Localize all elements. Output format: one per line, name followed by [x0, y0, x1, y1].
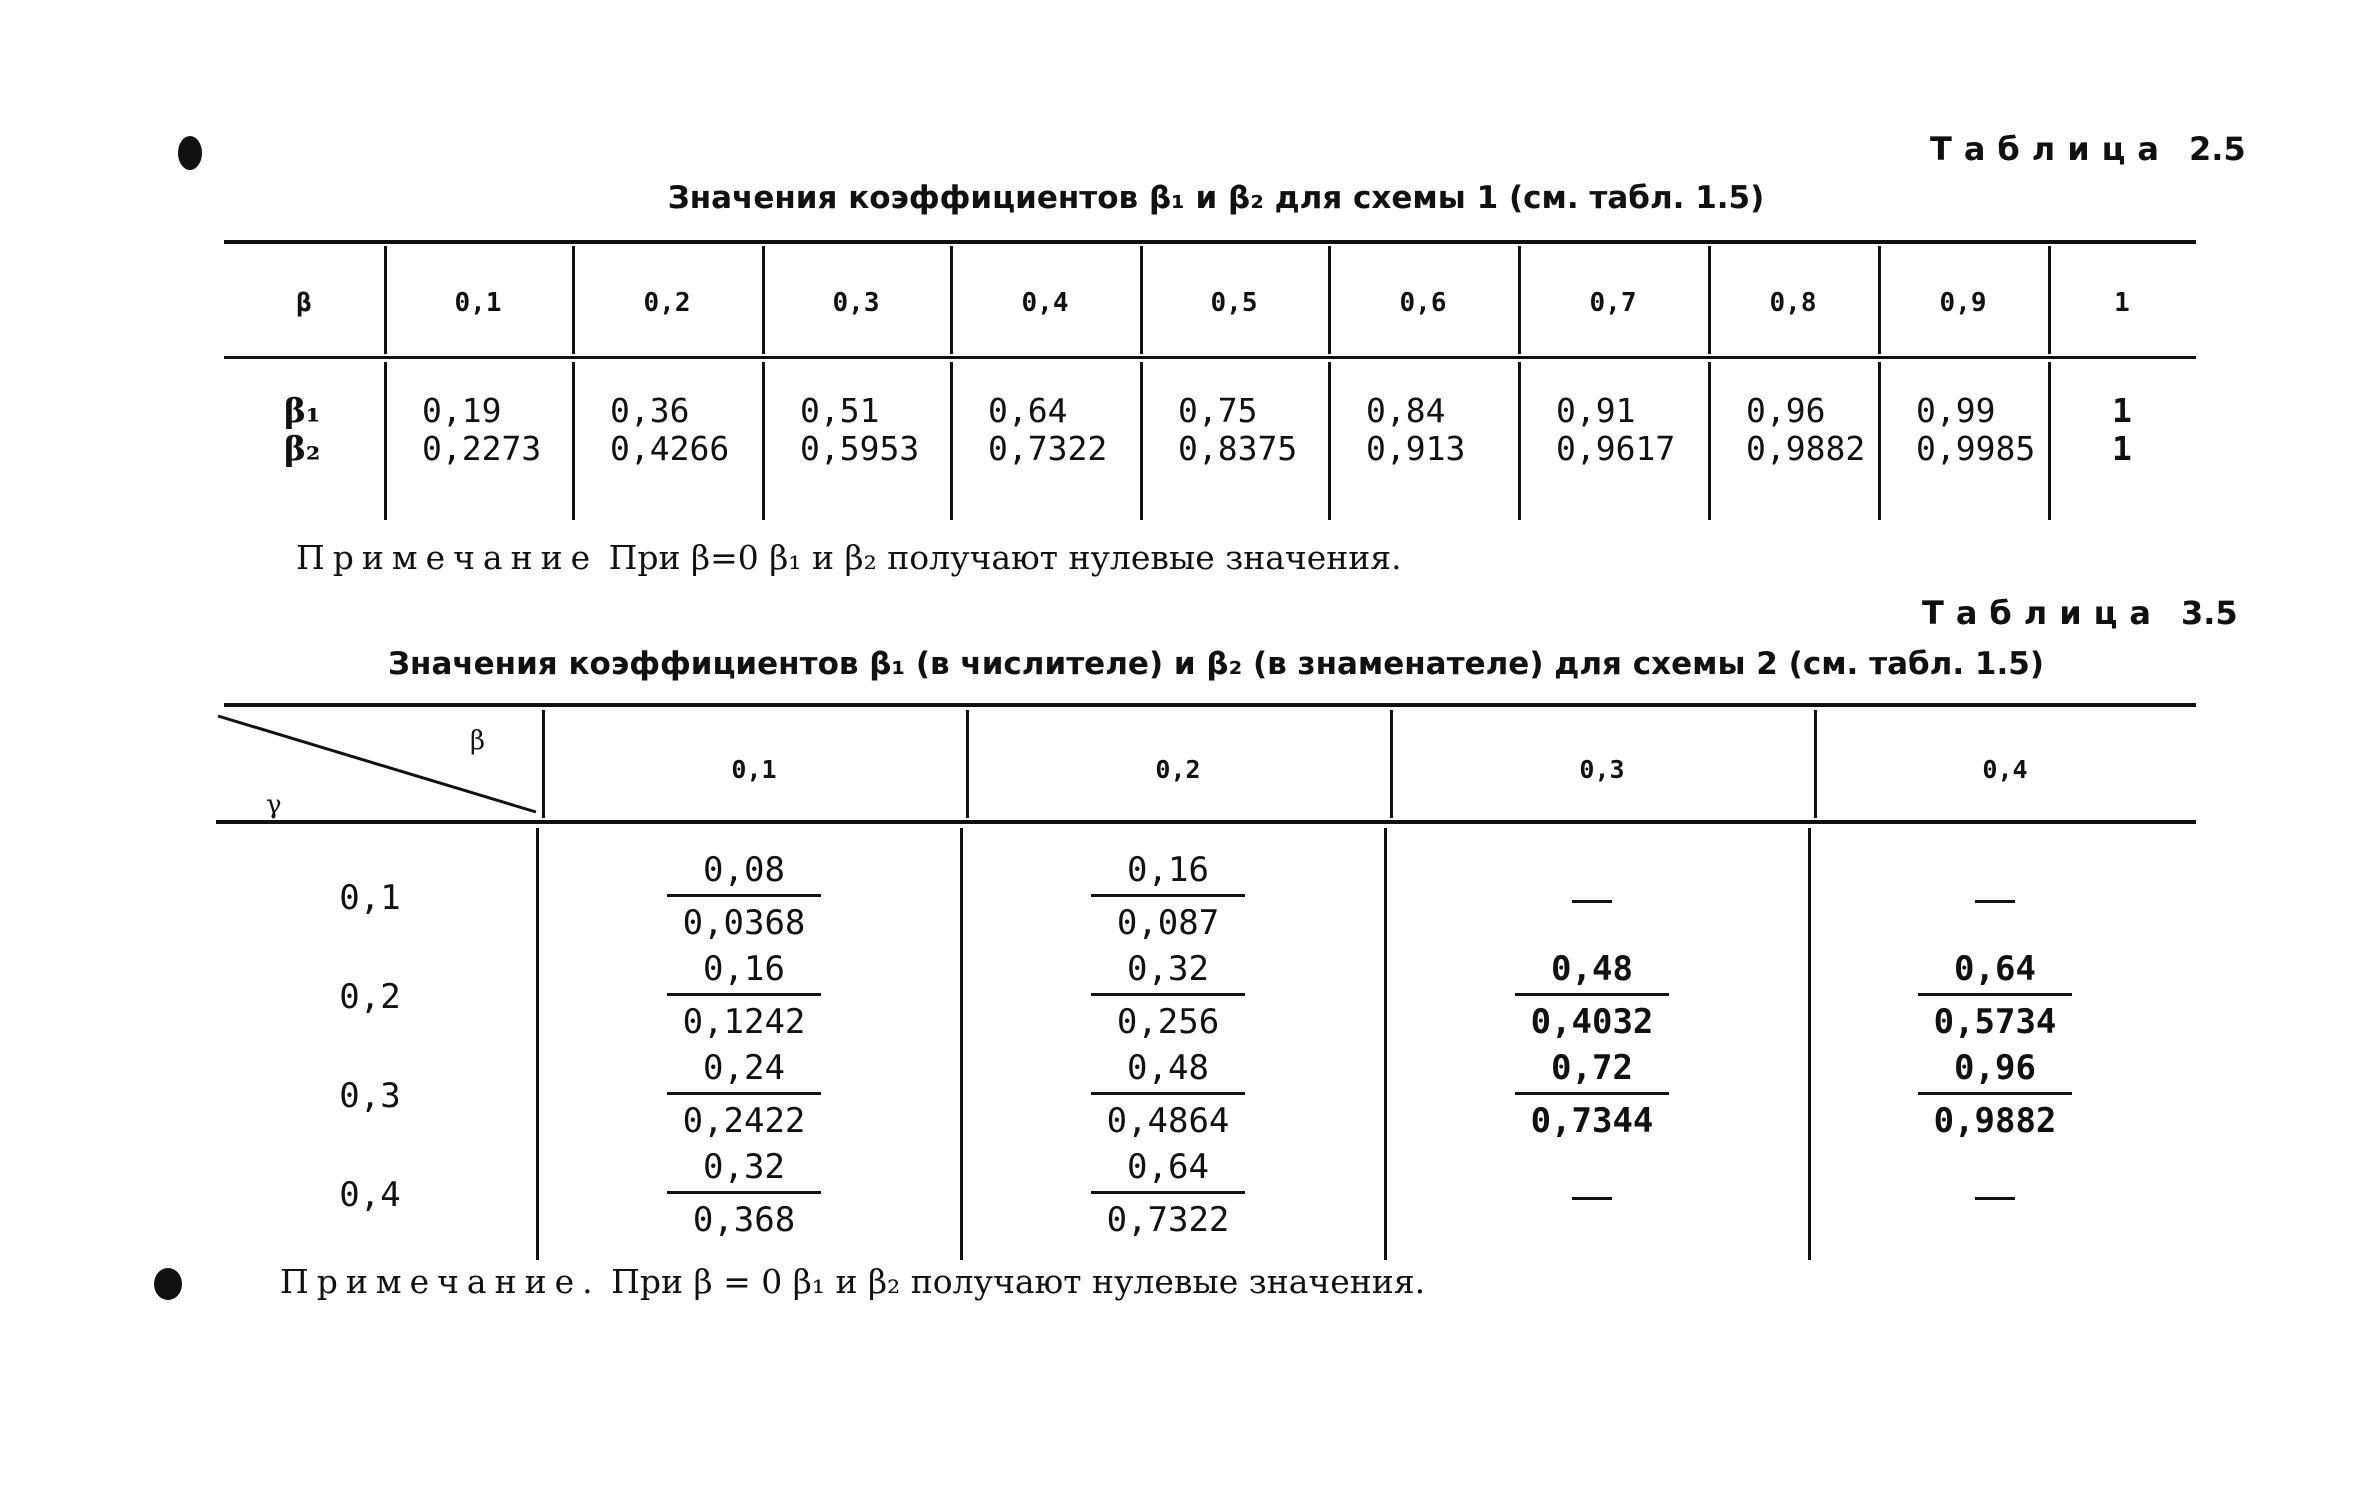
table2-col-rule [960, 828, 963, 1260]
table2-empty-dash [1572, 1197, 1612, 1200]
table1-beta2-value: 0,913 [1366, 429, 1466, 468]
table2-note-word: Примечание. [280, 1262, 601, 1301]
table1-beta2-value: 0,5953 [800, 429, 920, 468]
table1-caption: Значения коэффициентов β₁ и β₂ для схемы 1 (см. табл. 1.5) [667, 180, 1765, 216]
table2-numerator: 0,48 [1127, 1048, 1209, 1088]
table2-label [1922, 594, 2238, 632]
table2-fraction-cell [659, 947, 829, 1044]
table2-fraction-cell [1910, 947, 2080, 1044]
table2-denominator: 0,2422 [682, 1101, 806, 1141]
table2-denominator: 0,087 [1116, 903, 1220, 943]
table1-label [1930, 130, 2246, 168]
table2-numerator: 0,64 [1127, 1147, 1209, 1187]
table2-fraction-cell [1083, 1046, 1253, 1143]
table1-col-header: 0,2 [643, 288, 691, 318]
table1-beta2-value: 0,9617 [1556, 429, 1676, 468]
table2-denominator: 0,4032 [1530, 1002, 1654, 1042]
table1-beta2-value: 0,8375 [1178, 429, 1298, 468]
table2-denominator: 0,7322 [1106, 1200, 1230, 1240]
table1-col-header: 0,6 [1399, 288, 1447, 318]
table2-gamma-label: 0,2 [339, 977, 401, 1017]
table2-numerator: 0,16 [703, 949, 785, 989]
table1-col-rule [572, 362, 575, 520]
table2-numerator: 0,32 [1127, 949, 1209, 989]
table1-note [296, 538, 1402, 577]
table2-numerator: 0,32 [703, 1147, 785, 1187]
table2-denominator: 0,1242 [682, 1002, 806, 1042]
table2-label-word: Таблица [1922, 594, 2163, 632]
table2-corner-beta: β [470, 726, 486, 756]
table2-corner-gamma: γ [266, 790, 282, 820]
table2-label-number: 3.5 [2180, 594, 2238, 632]
table1-col-header: 0,1 [454, 288, 502, 318]
table1-beta2-value: 0,4266 [610, 429, 730, 468]
table2-fraction-cell [1507, 1046, 1677, 1143]
table2-denominator: 0,256 [1116, 1002, 1220, 1042]
table1-col-rule [1140, 362, 1143, 520]
ink-blot-top [178, 136, 202, 170]
table1-beta1-value: 0,19 [422, 391, 502, 430]
table2-col-header: 0,2 [1155, 755, 1201, 784]
table1-beta2-value: 0,9882 [1746, 429, 1866, 468]
table2-denominator: 0,5734 [1933, 1002, 2057, 1042]
table2-numerator: 0,08 [703, 850, 785, 890]
table1-col-header: 0,3 [832, 288, 880, 318]
table1-col-header: 0,9 [1939, 288, 1987, 318]
table2-top-rule [224, 703, 2196, 707]
table2-fraction-cell [1507, 947, 1677, 1044]
table2-fraction-cell [659, 848, 829, 945]
table2-empty-dash [1572, 900, 1612, 903]
table2-col-header: 0,4 [1982, 755, 2028, 784]
table2-denominator: 0,9882 [1933, 1101, 2057, 1141]
table1-beta1-value: 0,91 [1556, 391, 1636, 430]
table2-col-rule [1808, 828, 1811, 1260]
table2-fraction-bar [1091, 993, 1245, 996]
table1-row-label: β₂ [284, 429, 321, 468]
table2-fraction-bar [1091, 1191, 1245, 1194]
table1-col-header: 0,8 [1769, 288, 1817, 318]
table2-fraction-cell [659, 1145, 829, 1242]
table2-numerator: 0,16 [1127, 850, 1209, 890]
table1-top-rule [224, 240, 2196, 244]
table2-denominator: 0,0368 [682, 903, 806, 943]
table2-gamma-label: 0,4 [339, 1175, 401, 1215]
table1-label-word: Таблица [1930, 130, 2171, 168]
table2-numerator: 0,72 [1551, 1048, 1633, 1088]
table2-fraction-cell [1083, 848, 1253, 945]
table1-beta2-value: 0,7322 [988, 429, 1108, 468]
table2-note-text: При β = 0 β₁ и β₂ получают нулевые значения. [611, 1262, 1426, 1301]
table2-col-rule [1384, 828, 1387, 1260]
table1-col-rule [1328, 362, 1331, 520]
table2-gamma-label: 0,1 [339, 878, 401, 918]
table1-col-rule [1878, 362, 1881, 520]
table1-beta1-value: 0,64 [988, 391, 1068, 430]
table2-fraction-bar [1918, 993, 2072, 996]
table1-col-header: 0,4 [1021, 288, 1069, 318]
table2-fraction-bar [667, 993, 821, 996]
table2-fraction-bar [1091, 1092, 1245, 1095]
table1-beta1-value: 0,96 [1746, 391, 1826, 430]
table2-gamma-label: 0,3 [339, 1076, 401, 1116]
table2-caption: Значения коэффициентов β₁ (в числителе) и β₂ (в знаменателе) для схемы 2 (см. табл. 1.5) [388, 646, 2044, 682]
table1-col-rule [762, 362, 765, 520]
table2-col-header: 0,3 [1579, 755, 1625, 784]
table2-col-rule [536, 828, 539, 1260]
table2-denominator: 0,4864 [1106, 1101, 1230, 1141]
table1-col-header: 0,7 [1589, 288, 1637, 318]
table2-fraction-bar [1091, 894, 1245, 897]
table1-beta1-value: 1 [2112, 391, 2132, 430]
table1-note-word: Примечание [296, 538, 599, 577]
table1-col-rule [950, 362, 953, 520]
table2-fraction-cell [659, 1046, 829, 1143]
table1-col-header: 1 [2114, 288, 2130, 318]
table2-denominator: 0,368 [692, 1200, 796, 1240]
table2-fraction-bar [1515, 1092, 1669, 1095]
table1-beta1-value: 0,36 [610, 391, 690, 430]
table2-empty-dash [1975, 1197, 2015, 1200]
table2-empty-dash [1975, 900, 2015, 903]
table1-header-beta: β [296, 288, 312, 318]
table2-numerator: 0,96 [1954, 1048, 2036, 1088]
table1-beta2-value: 0,9985 [1916, 429, 2036, 468]
table2-fraction-cell [1083, 1145, 1253, 1242]
table2-numerator: 0,24 [703, 1048, 785, 1088]
table1-beta2-value: 1 [2112, 429, 2132, 468]
table1-beta1-value: 0,51 [800, 391, 880, 430]
table1-beta1-value: 0,84 [1366, 391, 1446, 430]
table2-fraction-cell [1910, 1046, 2080, 1143]
table2-fraction-cell [1083, 947, 1253, 1044]
table1-beta1-value: 0,99 [1916, 391, 1996, 430]
table1-col-rule [2048, 362, 2051, 520]
table2-numerator: 0,48 [1551, 949, 1633, 989]
table1-col-rule [384, 362, 387, 520]
table2-note [280, 1262, 1425, 1301]
table1-label-number: 2.5 [2188, 130, 2246, 168]
table2-header-rule [216, 820, 2196, 824]
table2-fraction-bar [667, 1092, 821, 1095]
table2-fraction-bar [1918, 1092, 2072, 1095]
ink-blot-bottom [154, 1268, 182, 1300]
table1-col-header: 0,5 [1210, 288, 1258, 318]
table2-fraction-bar [1515, 993, 1669, 996]
table2-fraction-bar [667, 1191, 821, 1194]
table1-col-rule [1708, 362, 1711, 520]
table2-col-header: 0,1 [731, 755, 777, 784]
table1-beta2-value: 0,2273 [422, 429, 542, 468]
table1-beta1-value: 0,75 [1178, 391, 1258, 430]
table2-numerator: 0,64 [1954, 949, 2036, 989]
table1-note-text: При β=0 β₁ и β₂ получают нулевые значения. [608, 538, 1402, 577]
table1-header-rule [224, 356, 2196, 359]
table2-denominator: 0,7344 [1530, 1101, 1654, 1141]
table1-row-label: β₁ [284, 391, 321, 430]
table2-fraction-bar [667, 894, 821, 897]
table1-col-rule [1518, 362, 1521, 520]
